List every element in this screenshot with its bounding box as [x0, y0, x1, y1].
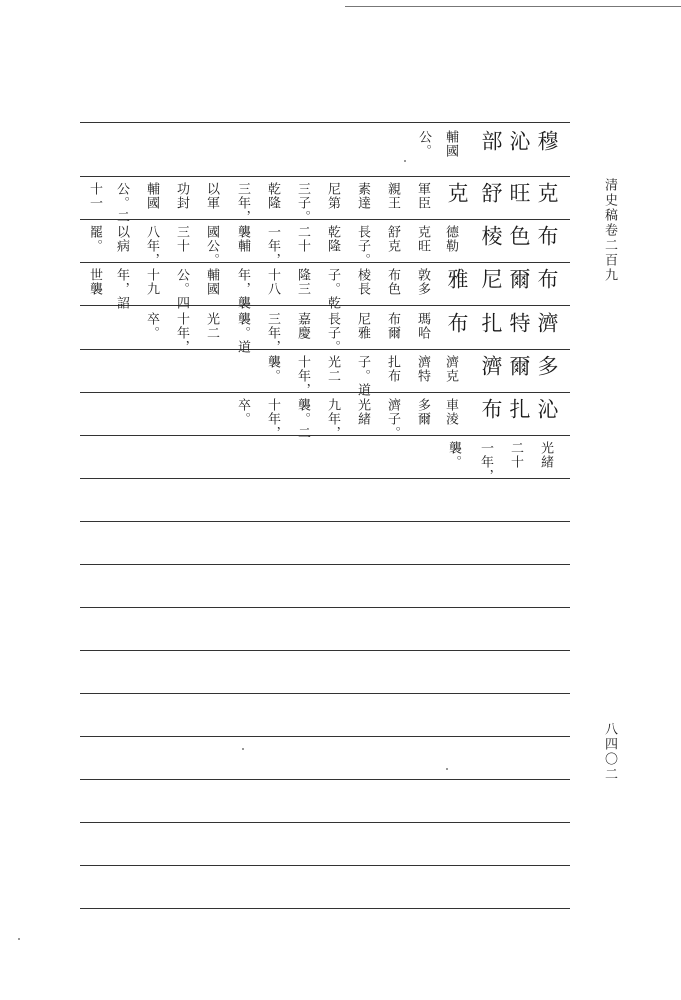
table-cell: 爾	[507, 355, 531, 379]
table-cell: 光二	[204, 312, 219, 340]
table-cell: 親王	[385, 182, 400, 210]
table-cell: 罷。	[87, 225, 102, 253]
scan-speck	[18, 938, 20, 940]
row-rule	[80, 607, 570, 608]
table-cell: 九年，	[325, 398, 340, 440]
table-cell: 棱長	[355, 268, 370, 296]
scan-speck	[404, 160, 406, 162]
table-cell: 光緒	[355, 398, 370, 426]
table-cell: 扎	[507, 398, 531, 422]
table-cell: 公。四	[174, 268, 189, 310]
scan-speck	[446, 768, 448, 770]
table-cell: 尼第	[325, 182, 340, 210]
row-rule	[80, 392, 570, 393]
table-cell: 長子。	[355, 225, 370, 267]
table-cell: 十一	[87, 182, 102, 210]
table-cell: 乾隆	[265, 182, 280, 210]
table-row	[0, 225, 681, 267]
table-cell: 十年，	[295, 355, 310, 397]
table-cell: 卒。	[144, 312, 159, 340]
row-heading: 濟	[535, 312, 559, 336]
table-cell: 襲輔	[235, 225, 250, 253]
table-cell: 長子。	[325, 312, 340, 354]
row-rule	[80, 822, 570, 823]
table-cell: 濟克	[443, 355, 458, 383]
table-cell: 一年，	[478, 441, 493, 483]
table-cell: 沁	[507, 130, 531, 154]
table-cell: 襲。二	[295, 398, 310, 440]
table-cell: 三年，	[265, 312, 280, 354]
row-rule	[80, 564, 570, 565]
table-cell: 瑪哈	[415, 312, 430, 340]
table-cell: 八年，	[144, 225, 159, 267]
table-top-rule	[80, 122, 570, 123]
table-cell: 部	[479, 130, 503, 154]
table-cell: 國公。	[204, 225, 219, 267]
table-cell: 德勒	[443, 225, 458, 253]
row-heading: 克	[535, 182, 559, 206]
table-cell: 三子。	[295, 182, 310, 224]
book-title: 清史稿卷二百九	[602, 178, 617, 283]
table-cell: 襲。道	[235, 312, 250, 354]
row-rule	[80, 478, 570, 479]
table-row	[0, 268, 681, 310]
table-cell: 二十	[295, 225, 310, 253]
table-cell: 克旺	[415, 225, 430, 253]
table-cell: 子。乾	[325, 268, 340, 310]
table-cell: 色	[507, 225, 531, 249]
table-cell: 年，詔	[114, 268, 129, 310]
table-cell: 扎	[479, 312, 503, 336]
table-cell: 旺	[507, 182, 531, 206]
table-cell: 棱	[479, 225, 503, 249]
table-cell: 多爾	[415, 398, 430, 426]
row-rule	[80, 521, 570, 522]
row-rule	[80, 693, 570, 694]
table-cell: 濟特	[415, 355, 430, 383]
table-cell: 布爾	[385, 312, 400, 340]
table-cell: 敦多	[415, 268, 430, 296]
table-cell: 乾隆	[325, 225, 340, 253]
table-row	[0, 441, 681, 483]
table-row	[0, 398, 681, 440]
row-rule	[80, 865, 570, 866]
table-cell: 布	[445, 312, 469, 336]
row-rule	[80, 219, 570, 220]
table-cell: 十年，	[174, 312, 189, 354]
table-cell: 十年，	[265, 398, 280, 440]
row-rule	[80, 736, 570, 737]
table-cell: 二十	[508, 441, 523, 469]
table-cell: 濟	[479, 355, 503, 379]
table-cell: 以軍	[204, 182, 219, 210]
top-rule	[345, 6, 681, 7]
table-row	[0, 182, 681, 224]
table-cell: 以病	[114, 225, 129, 253]
table-row	[0, 355, 681, 397]
row-heading: 布	[535, 225, 559, 249]
table-cell: 車淩	[443, 398, 458, 426]
table-cell: 子。道	[355, 355, 370, 397]
table-cell: 輔國	[144, 182, 159, 210]
row-heading: 光緒	[538, 441, 553, 469]
row-heading: 沁	[535, 398, 559, 422]
table-cell: 公。	[416, 130, 431, 158]
table-row	[0, 130, 681, 174]
row-heading: 布	[535, 268, 559, 292]
table-cell: 十九	[144, 268, 159, 296]
row-rule	[80, 650, 570, 651]
table-cell: 克	[445, 182, 469, 206]
row-heading: 穆	[535, 130, 559, 154]
page-number: 八四〇二	[602, 722, 617, 782]
table-cell: 雅	[445, 268, 469, 292]
table-cell: 三年，	[235, 182, 250, 224]
table-cell: 十八	[265, 268, 280, 296]
table-cell: 扎布	[385, 355, 400, 383]
table-cell: 素達	[355, 182, 370, 210]
table-cell: 功封	[174, 182, 189, 210]
row-rule	[80, 176, 570, 177]
table-cell: 公。二	[114, 182, 129, 224]
table-cell: 襲。	[265, 355, 280, 383]
table-cell: 尼	[479, 268, 503, 292]
table-bottom-rule	[80, 908, 570, 909]
table-cell: 尼雅	[355, 312, 370, 340]
table-cell: 輔國	[204, 268, 219, 296]
table-cell: 布	[479, 398, 503, 422]
table-cell: 嘉慶	[295, 312, 310, 340]
scan-speck	[242, 748, 244, 750]
table-cell: 輔國	[443, 130, 458, 158]
table-cell: 卒。	[235, 398, 250, 426]
table-cell: 一年，	[265, 225, 280, 267]
table-cell: 特	[507, 312, 531, 336]
table-cell: 三十	[174, 225, 189, 253]
table-cell: 軍臣	[415, 182, 430, 210]
table-cell: 爾	[507, 268, 531, 292]
table-cell: 光二	[325, 355, 340, 383]
table-cell: 世襲	[87, 268, 102, 296]
table-cell: 舒克	[385, 225, 400, 253]
table-cell: 襲。	[446, 441, 461, 469]
table-cell: 濟子。	[385, 398, 400, 440]
row-rule	[80, 779, 570, 780]
table-row	[0, 312, 681, 354]
table-cell: 布色	[385, 268, 400, 296]
table-cell: 隆三	[295, 268, 310, 296]
table-cell: 年，襲	[235, 268, 250, 310]
row-heading: 多	[535, 355, 559, 379]
table-cell: 舒	[479, 182, 503, 206]
